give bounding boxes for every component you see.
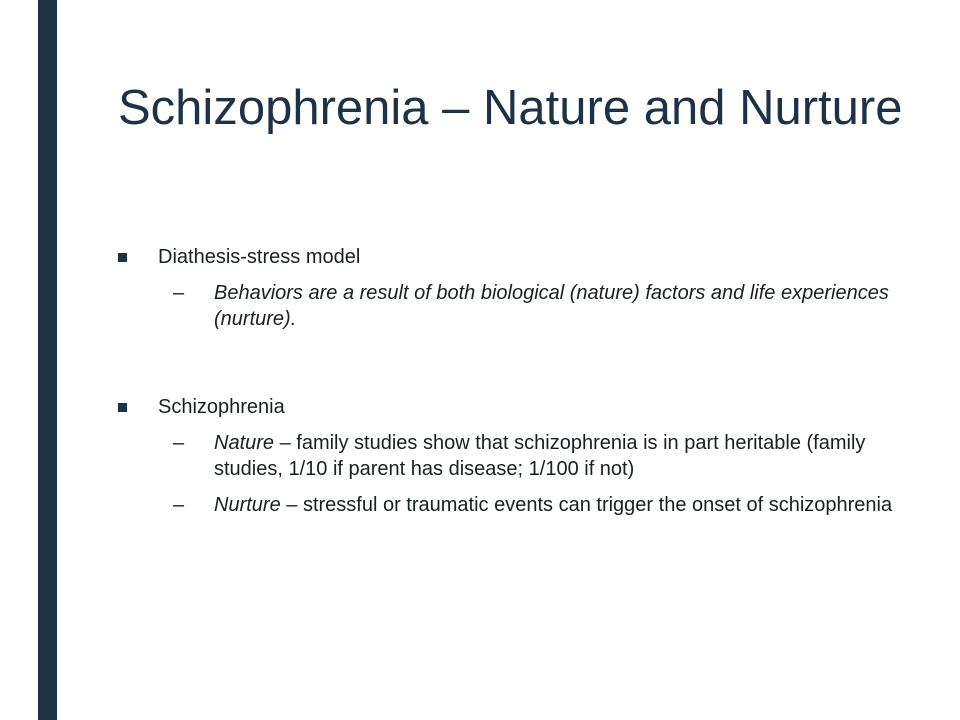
sub-bullet-text: Behaviors are a result of both biological (nature) factors and life experiences (nurture).	[214, 282, 889, 330]
sub-bullet-content	[214, 492, 908, 518]
bullet-label: Diathesis-stress model	[158, 246, 361, 268]
sub-bullet-dash: –	[173, 432, 185, 454]
bullet-square-icon	[118, 394, 158, 420]
sub-bullet-term: Nurture	[214, 494, 281, 516]
sub-bullet-content	[214, 430, 908, 482]
bullet-square-icon	[118, 244, 158, 270]
slide-body	[118, 244, 908, 518]
sub-bullet-term: Nature	[214, 432, 275, 454]
sub-bullet-text: – stressful or traumatic events can trigger the onset of schizophrenia	[280, 494, 893, 516]
sub-bullet-item	[173, 280, 908, 332]
sub-bullet-dash: –	[173, 282, 185, 304]
slide-title: Schizophrenia – Nature and Nurture	[118, 81, 903, 135]
sub-bullet-item	[173, 492, 908, 518]
bullet-group	[118, 244, 908, 332]
bullet-label: Schizophrenia	[158, 396, 285, 418]
bullet-group	[118, 394, 908, 518]
bullet-item	[118, 244, 908, 270]
sub-bullet-item	[173, 430, 908, 482]
bullet-item	[118, 394, 908, 420]
accent-side-bar	[38, 0, 57, 720]
sub-bullet-text: – family studies show that schizophrenia is in part heritable (family studies, 1/10 if parent has disease; 1/100 if not)	[214, 432, 866, 480]
sub-bullet-dash: –	[173, 494, 185, 516]
